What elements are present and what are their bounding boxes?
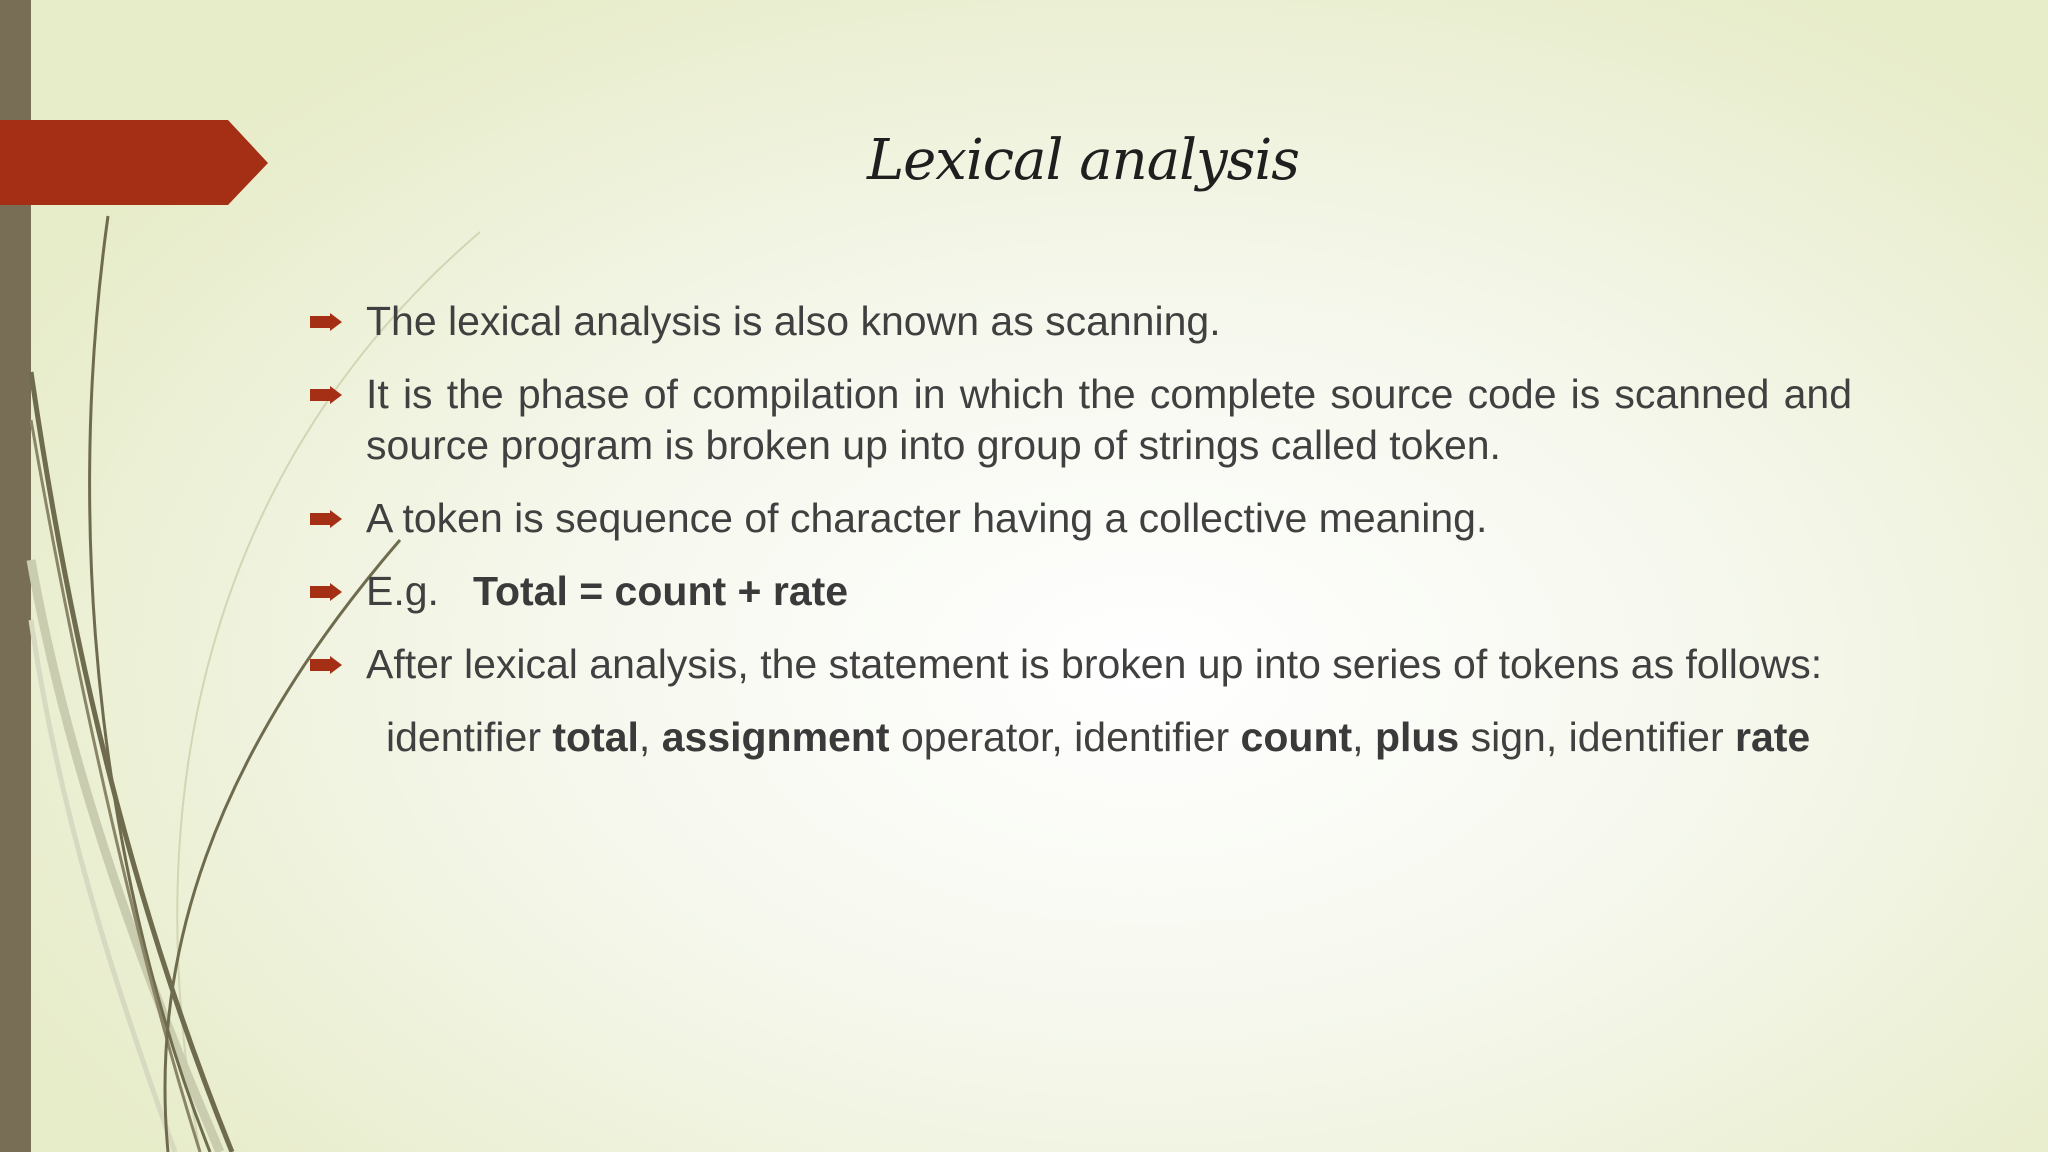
bullet-item	[310, 493, 1852, 544]
bullet-text: A token is sequence of character having a collective meaning.	[366, 495, 1488, 541]
arrow-bullet-icon	[310, 510, 342, 528]
example-prefix: E.g.	[366, 568, 439, 614]
token-bold: count	[1240, 714, 1353, 760]
bullet-item	[310, 369, 1852, 471]
bullet-item	[310, 639, 1852, 690]
slide-content	[310, 296, 1852, 763]
token-bold: plus	[1374, 714, 1460, 760]
token-text: identifier	[386, 714, 553, 760]
bullet-text: After lexical analysis, the statement is broken up into series of tokens as follows:	[366, 641, 1823, 687]
token-list-paragraph	[310, 712, 1852, 763]
token-bold: rate	[1734, 714, 1811, 760]
token-text: operator, identifier	[889, 714, 1241, 760]
bullet-item	[310, 296, 1852, 347]
arrow-bullet-icon	[310, 583, 342, 601]
example-statement: Total = count + rate	[472, 568, 849, 614]
token-bold: total	[552, 714, 639, 760]
pale-curve-3	[31, 620, 175, 1152]
dark-curve-1	[90, 216, 210, 1152]
arrow-bullet-icon	[310, 313, 342, 331]
token-bold: assignment	[661, 714, 890, 760]
dark-curve-2	[31, 372, 232, 1152]
token-text: ,	[638, 714, 662, 760]
slide-title: Lexical analysis	[866, 128, 1300, 193]
token-text: sign, identifier	[1459, 714, 1735, 760]
bullet-text: It is the phase of compilation in which the complete source code is scanned and source program is broken up into group of strings called token.	[366, 371, 1852, 468]
bullet-text: The lexical analysis is also known as scanning.	[366, 298, 1221, 344]
token-text: ,	[1352, 714, 1375, 760]
arrow-bullet-icon	[310, 656, 342, 674]
bullet-item-example	[310, 566, 1852, 617]
arrow-bullet-icon	[310, 386, 342, 404]
